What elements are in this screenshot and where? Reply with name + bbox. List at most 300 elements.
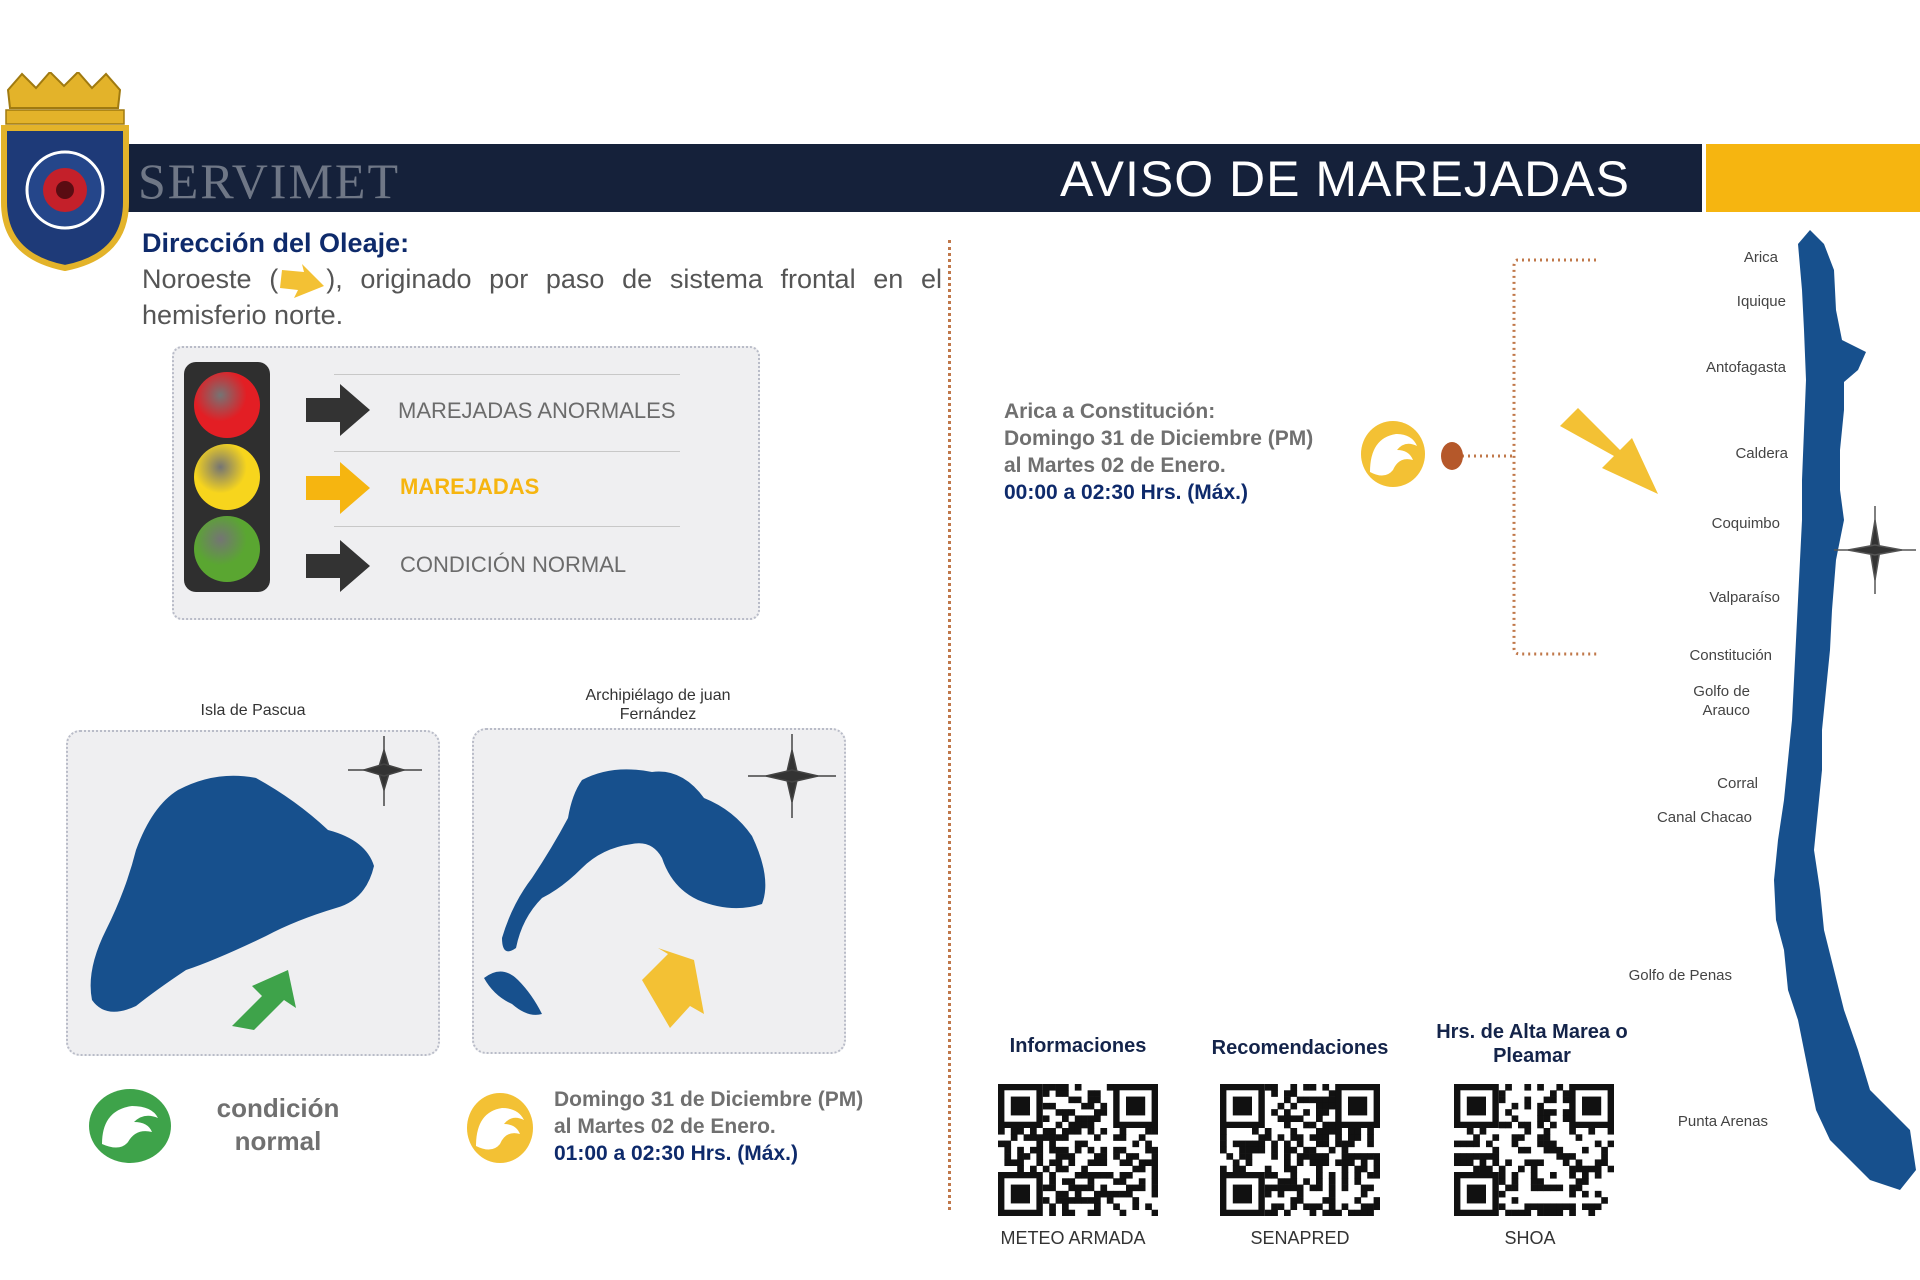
qr-module	[1454, 1141, 1461, 1148]
qr-module	[1537, 1084, 1544, 1091]
qr-module	[1329, 1185, 1336, 1192]
qr-module	[1582, 1191, 1589, 1198]
qr-module	[1284, 1115, 1291, 1122]
qr-module	[1588, 1210, 1595, 1216]
qr-module	[1556, 1153, 1563, 1160]
qr-module	[1322, 1097, 1329, 1104]
qr-module	[1544, 1134, 1551, 1141]
qr-module	[1075, 1185, 1082, 1192]
qr-module	[1132, 1197, 1139, 1204]
qr-module	[1290, 1134, 1297, 1141]
qr-label-shoa: SHOA	[1504, 1228, 1556, 1248]
qr-module	[1043, 1103, 1050, 1110]
qr-module	[1100, 1185, 1107, 1192]
section-divider	[948, 240, 951, 1210]
city-label: Coquimbo	[1711, 515, 1780, 532]
qr-module	[1303, 1109, 1310, 1116]
qr-module	[1075, 1172, 1082, 1179]
qr-module	[1310, 1147, 1317, 1154]
qr-module	[1316, 1103, 1323, 1110]
qr-module	[1094, 1115, 1101, 1122]
qr-module	[1278, 1115, 1285, 1122]
qr-module	[1297, 1115, 1304, 1122]
qr-module	[1132, 1203, 1139, 1210]
qr-module	[1056, 1153, 1063, 1160]
qr-module	[1004, 1159, 1011, 1166]
qr-module	[1062, 1109, 1069, 1116]
qr-module	[1531, 1178, 1538, 1185]
qr-module	[1036, 1141, 1043, 1148]
qr-module	[1322, 1084, 1329, 1091]
qr-module	[1354, 1166, 1361, 1173]
qr-module	[1550, 1109, 1557, 1116]
qr-module	[1329, 1147, 1336, 1154]
qr-module	[1220, 1141, 1227, 1148]
qr-module	[1595, 1172, 1602, 1179]
qr-module	[1367, 1210, 1374, 1216]
qr-module	[1126, 1191, 1133, 1198]
qr-module	[1524, 1159, 1531, 1166]
qr-module	[1017, 1147, 1024, 1154]
qr-module	[1297, 1159, 1304, 1166]
qr-title-informaciones: Informaciones	[1009, 1035, 1147, 1057]
qr-module	[1271, 1084, 1278, 1091]
qr-module	[1563, 1090, 1570, 1097]
qr-module	[1303, 1153, 1310, 1160]
qr-module	[1537, 1210, 1544, 1216]
qr-module	[1512, 1172, 1519, 1179]
islands-date-line: Domingo 31 de Diciembre (PM)	[554, 1088, 864, 1111]
city-label: Caldera	[1735, 445, 1788, 462]
qr-module	[1036, 1159, 1043, 1166]
qr-module	[1239, 1166, 1246, 1173]
qr-module	[1100, 1191, 1107, 1198]
qr-module	[1518, 1122, 1525, 1129]
qr-module	[1126, 1185, 1133, 1192]
city-label: Golfo de Penas	[1628, 967, 1732, 984]
qr-module	[1075, 1084, 1082, 1091]
qr-module	[1100, 1109, 1107, 1116]
qr-module	[1081, 1166, 1088, 1173]
qr-module	[1556, 1147, 1563, 1154]
qr-module	[1550, 1090, 1557, 1097]
qr-module	[1374, 1159, 1380, 1166]
qr-module	[1043, 1115, 1050, 1122]
qr-module	[1278, 1103, 1285, 1110]
qr-module	[1329, 1128, 1336, 1135]
qr-module	[1537, 1134, 1544, 1141]
qr-module	[1233, 1166, 1240, 1173]
qr-module	[1550, 1097, 1557, 1104]
qr-module	[1505, 1185, 1512, 1192]
island-title-pascua: Isla de Pascua	[200, 702, 306, 719]
qr-module	[1107, 1084, 1114, 1091]
legend-divider	[334, 526, 680, 527]
qr-module	[1290, 1197, 1297, 1204]
qr-module	[1088, 1172, 1095, 1179]
qr-module	[1088, 1128, 1095, 1135]
qr-module	[1120, 1159, 1127, 1166]
qr-module	[1036, 1147, 1043, 1154]
qr-module	[1310, 1159, 1317, 1166]
qr-module	[1139, 1166, 1146, 1173]
qr-module	[1310, 1153, 1317, 1160]
qr-module	[1601, 1159, 1608, 1166]
qr-module	[1537, 1109, 1544, 1116]
qr-module	[1056, 1197, 1063, 1204]
qr-module	[1043, 1197, 1050, 1204]
qr-module	[1284, 1159, 1291, 1166]
qr-module	[1544, 1141, 1551, 1148]
qr-module	[1062, 1134, 1069, 1141]
qr-module	[1556, 1185, 1563, 1192]
qr-module	[1284, 1153, 1291, 1160]
qr-module	[1544, 1115, 1551, 1122]
qr-module	[1252, 1147, 1259, 1154]
qr-module	[1322, 1153, 1329, 1160]
qr-module	[1608, 1166, 1614, 1173]
qr-module	[1310, 1210, 1317, 1216]
qr-module	[1348, 1153, 1355, 1160]
qr-module	[1601, 1147, 1608, 1154]
qr-module	[1576, 1185, 1583, 1192]
qr-module	[1310, 1097, 1317, 1104]
qr-module	[1505, 1122, 1512, 1129]
qr-module	[1544, 1097, 1551, 1104]
qr-module	[1024, 1153, 1031, 1160]
qr-module	[1316, 1109, 1323, 1116]
qr-module	[1544, 1147, 1551, 1154]
qr-module	[1068, 1122, 1075, 1129]
qr-finder-pattern	[1467, 1185, 1486, 1204]
qr-module	[1486, 1166, 1493, 1173]
qr-module	[1239, 1141, 1246, 1148]
qr-finder-pattern	[1582, 1097, 1601, 1116]
qr-module	[1239, 1153, 1246, 1160]
qr-module	[1329, 1122, 1336, 1129]
qr-module	[1563, 1115, 1570, 1122]
qr-module	[1068, 1185, 1075, 1192]
qr-module	[1152, 1185, 1158, 1192]
qr-module	[1499, 1172, 1506, 1179]
southeast-arrow-icon	[278, 264, 326, 298]
qr-module	[1329, 1210, 1336, 1216]
qr-module	[1544, 1185, 1551, 1192]
qr-module	[1563, 1159, 1570, 1166]
qr-module	[1329, 1172, 1336, 1179]
qr-module	[1068, 1153, 1075, 1160]
qr-module	[1113, 1134, 1120, 1141]
green-light	[194, 516, 260, 582]
qr-module	[1075, 1147, 1082, 1154]
qr-module	[1056, 1134, 1063, 1141]
qr-module	[1290, 1103, 1297, 1110]
qr-module	[1278, 1185, 1285, 1192]
qr-module	[1550, 1185, 1557, 1192]
qr-module	[1537, 1122, 1544, 1129]
qr-module	[1601, 1197, 1608, 1204]
qr-module	[1220, 1147, 1227, 1154]
qr-module	[1467, 1153, 1474, 1160]
qr-module	[1467, 1141, 1474, 1148]
qr-module	[1081, 1185, 1088, 1192]
qr-module	[1075, 1141, 1082, 1148]
qr-module	[1367, 1203, 1374, 1210]
qr-module	[1062, 1153, 1069, 1160]
qr-module	[1361, 1185, 1368, 1192]
qr-module	[1342, 1153, 1349, 1160]
qr-module	[1588, 1166, 1595, 1173]
qr-module	[1556, 1084, 1563, 1091]
qr-module	[1303, 1203, 1310, 1210]
qr-module	[1524, 1122, 1531, 1129]
swell-wave-icon	[1360, 420, 1426, 488]
qr-module	[1049, 1134, 1056, 1141]
qr-module	[1049, 1084, 1056, 1091]
qr-module	[1367, 1172, 1374, 1179]
qr-module	[1290, 1147, 1297, 1154]
qr-module	[1036, 1153, 1043, 1160]
qr-module	[1152, 1191, 1158, 1198]
qr-module	[1043, 1166, 1050, 1173]
qr-module	[1492, 1159, 1499, 1166]
qr-module	[1075, 1122, 1082, 1129]
qr-module	[1531, 1203, 1538, 1210]
qr-module	[1284, 1097, 1291, 1104]
qr-module	[1348, 1141, 1355, 1148]
city-label: Iquique	[1736, 293, 1786, 310]
qr-module	[1030, 1134, 1037, 1141]
qr-module	[1062, 1115, 1069, 1122]
city-label: Constitución	[1689, 647, 1772, 664]
qr-module	[1049, 1141, 1056, 1148]
qr-module	[1335, 1141, 1342, 1148]
qr-module	[1284, 1109, 1291, 1116]
qr-module	[1088, 1147, 1095, 1154]
qr-module	[1524, 1103, 1531, 1110]
qr-module	[1582, 1178, 1589, 1185]
qr-module	[1258, 1134, 1265, 1141]
qr-module	[1107, 1191, 1114, 1198]
red-light	[194, 372, 260, 438]
qr-module	[1492, 1153, 1499, 1160]
qr-module	[1271, 1153, 1278, 1160]
qr-module	[1246, 1147, 1253, 1154]
qr-module	[1088, 1090, 1095, 1097]
qr-module	[1492, 1147, 1499, 1154]
qr-module	[1342, 1159, 1349, 1166]
qr-module	[1499, 1097, 1506, 1104]
qr-module	[1075, 1197, 1082, 1204]
qr-module	[1113, 1203, 1120, 1210]
qr-module	[1265, 1134, 1272, 1141]
qr-module	[1062, 1090, 1069, 1097]
qr-module	[1569, 1210, 1576, 1216]
qr-module	[1569, 1172, 1576, 1179]
qr-module	[1132, 1166, 1139, 1173]
qr-code-shoa[interactable]	[1454, 1084, 1614, 1216]
qr-module	[1329, 1197, 1336, 1204]
qr-module	[1335, 1134, 1342, 1141]
qr-module	[1569, 1128, 1576, 1135]
qr-module	[1152, 1128, 1158, 1135]
legend-divider	[334, 451, 680, 452]
islands-swell-dates	[554, 1086, 863, 1167]
qr-module	[1113, 1191, 1120, 1198]
qr-module	[1297, 1134, 1304, 1141]
qr-module	[1524, 1097, 1531, 1104]
qr-module	[1335, 1128, 1342, 1135]
qr-module	[1342, 1166, 1349, 1173]
qr-module	[1271, 1141, 1278, 1148]
qr-module	[1595, 1166, 1602, 1173]
qr-module	[1088, 1103, 1095, 1110]
qr-module	[1011, 1128, 1018, 1135]
qr-title-pleamar: Hrs. de Alta Marea o Pleamar	[1436, 1021, 1628, 1067]
qr-module	[1297, 1197, 1304, 1204]
qr-module	[1284, 1178, 1291, 1185]
qr-module	[1075, 1191, 1082, 1198]
qr-finder-pattern	[1011, 1097, 1030, 1116]
coastal-zone-alert	[1004, 398, 1313, 506]
qr-module	[1486, 1141, 1493, 1148]
qr-module	[1467, 1128, 1474, 1135]
qr-module	[1246, 1159, 1253, 1166]
qr-module	[1537, 1185, 1544, 1192]
qr-module	[1537, 1115, 1544, 1122]
qr-module	[1094, 1203, 1101, 1210]
qr-module	[1145, 1141, 1152, 1148]
zone-time-range: 00:00 a 02:30 Hrs. (Máx.)	[1004, 481, 1248, 504]
qr-module	[1499, 1090, 1506, 1097]
qr-module	[1563, 1109, 1570, 1116]
islands-date-line: al Martes 02 de Enero.	[554, 1115, 776, 1138]
qr-finder-pattern	[1233, 1097, 1252, 1116]
qr-module	[1120, 1147, 1127, 1154]
qr-module	[1518, 1166, 1525, 1173]
qr-module	[1582, 1203, 1589, 1210]
swell-wave-icon	[466, 1092, 534, 1164]
qr-module	[1152, 1166, 1158, 1173]
qr-module	[1062, 1147, 1069, 1154]
qr-module	[1582, 1172, 1589, 1179]
qr-module	[1152, 1210, 1158, 1216]
zone-date-line: al Martes 02 de Enero.	[1004, 454, 1226, 477]
qr-module	[1107, 1172, 1114, 1179]
qr-module	[1139, 1185, 1146, 1192]
qr-module	[1595, 1159, 1602, 1166]
qr-module	[1316, 1185, 1323, 1192]
qr-module	[1278, 1191, 1285, 1198]
qr-module	[1062, 1084, 1069, 1091]
qr-module	[1499, 1203, 1506, 1210]
qr-module	[1004, 1153, 1011, 1160]
qr-module	[1017, 1166, 1024, 1173]
qr-module	[1550, 1122, 1557, 1129]
qr-finder-pattern	[1233, 1185, 1252, 1204]
qr-module	[1524, 1084, 1531, 1091]
qr-module	[1473, 1166, 1480, 1173]
qr-module	[1297, 1141, 1304, 1148]
qr-module	[1075, 1128, 1082, 1135]
qr-module	[1290, 1185, 1297, 1192]
qr-module	[1094, 1153, 1101, 1160]
qr-module	[1544, 1203, 1551, 1210]
legend-divider	[334, 374, 680, 375]
qr-module	[1550, 1141, 1557, 1148]
qr-module	[998, 1128, 1005, 1135]
qr-module	[1361, 1166, 1368, 1173]
qr-module	[1017, 1153, 1024, 1160]
qr-module	[1322, 1197, 1329, 1204]
qr-module	[1354, 1172, 1361, 1179]
qr-module	[1113, 1178, 1120, 1185]
qr-module	[1569, 1153, 1576, 1160]
qr-module	[1531, 1185, 1538, 1192]
qr-module	[1480, 1128, 1487, 1135]
qr-code-meteo-armada[interactable]	[998, 1084, 1158, 1216]
qr-module	[1361, 1153, 1368, 1160]
qr-module	[1374, 1166, 1380, 1173]
qr-module	[1145, 1147, 1152, 1154]
qr-module	[1524, 1203, 1531, 1210]
city-label: Arica	[1743, 249, 1778, 266]
qr-module	[1278, 1203, 1285, 1210]
qr-module	[1569, 1166, 1576, 1173]
qr-code-senapred[interactable]	[1220, 1084, 1380, 1216]
qr-module	[1531, 1166, 1538, 1173]
qr-module	[1303, 1097, 1310, 1104]
qr-module	[1576, 1159, 1583, 1166]
qr-module	[1094, 1134, 1101, 1141]
zone-date-line: Domingo 31 de Diciembre (PM)	[1004, 427, 1314, 450]
qr-module	[1316, 1166, 1323, 1173]
qr-module	[1499, 1178, 1506, 1185]
qr-module	[1322, 1159, 1329, 1166]
qr-module	[1354, 1134, 1361, 1141]
qr-module	[1278, 1178, 1285, 1185]
qr-module	[1342, 1172, 1349, 1179]
qr-module	[1480, 1159, 1487, 1166]
qr-module	[998, 1141, 1005, 1148]
qr-module	[1126, 1172, 1133, 1179]
qr-module	[1569, 1191, 1576, 1198]
qr-module	[1062, 1166, 1069, 1173]
qr-module	[1049, 1159, 1056, 1166]
qr-module	[1473, 1153, 1480, 1160]
qr-module	[1284, 1210, 1291, 1216]
qr-module	[1152, 1159, 1158, 1166]
qr-module	[1348, 1210, 1355, 1216]
qr-module	[1049, 1147, 1056, 1154]
qr-module	[1062, 1197, 1069, 1204]
zone-title: Arica a Constitución:	[1004, 400, 1216, 423]
traffic-light	[184, 362, 270, 592]
qr-module	[1062, 1128, 1069, 1135]
qr-module	[1284, 1090, 1291, 1097]
pascua-map-graphic	[66, 730, 440, 1056]
qr-module	[1454, 1159, 1461, 1166]
qr-module	[1233, 1141, 1240, 1148]
qr-module	[1486, 1153, 1493, 1160]
qr-finder-pattern	[1348, 1097, 1367, 1116]
qr-module	[1348, 1128, 1355, 1135]
qr-module	[1544, 1109, 1551, 1116]
qr-module	[1233, 1159, 1240, 1166]
qr-module	[1608, 1141, 1614, 1148]
qr-module	[1049, 1128, 1056, 1135]
qr-module	[1017, 1159, 1024, 1166]
